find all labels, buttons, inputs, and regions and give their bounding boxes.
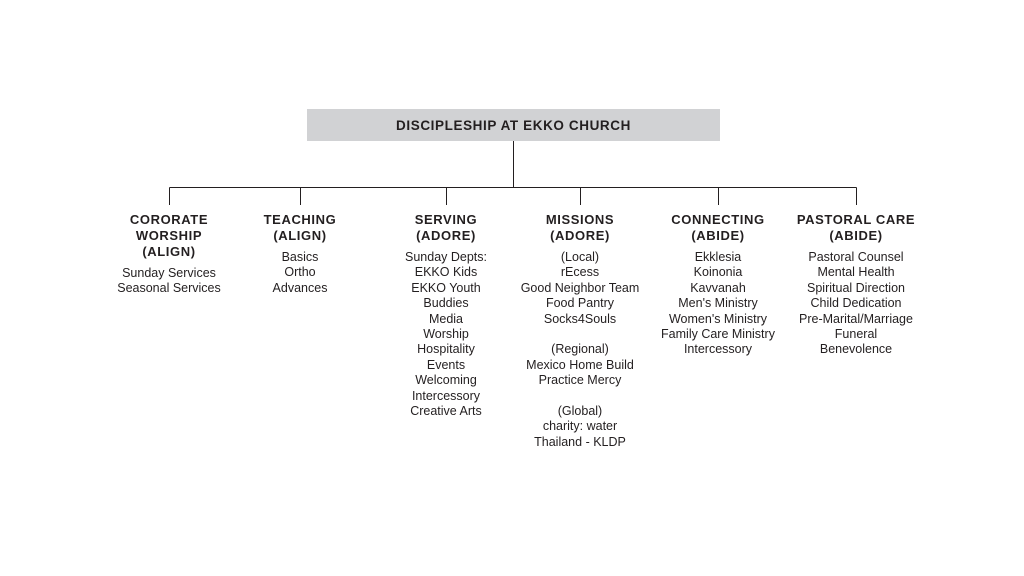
list-item: Spiritual Direction [807, 280, 905, 295]
column-pastoral-care [781, 212, 931, 358]
list-item: (Regional) [551, 342, 609, 357]
column-items [505, 250, 655, 450]
list-item: Family Care Ministry [661, 327, 775, 342]
list-item: Pre-Marital/Marriage [799, 311, 913, 326]
list-item: Kavvanah [690, 280, 746, 295]
list-item: Intercessory [683, 342, 753, 357]
list-item: charity: water [542, 419, 618, 434]
list-item: Hospitality [417, 342, 475, 357]
list-spacer [505, 327, 655, 342]
list-item: Practice Mercy [538, 373, 622, 388]
list-item: Benevolence [819, 342, 893, 357]
column-items [643, 250, 793, 358]
list-item: EKKO Youth [411, 280, 481, 295]
column-heading: CORORATE WORSHIP (ALIGN) [129, 212, 209, 259]
list-item: Welcoming [415, 373, 477, 388]
list-item: Good Neighbor Team [520, 280, 640, 295]
list-item: Mexico Home Build [526, 357, 634, 372]
list-spacer [505, 389, 655, 404]
column-corporate-worship [94, 212, 244, 297]
list-item: Food Pantry [545, 296, 615, 311]
list-item: Seasonal Services [117, 281, 221, 296]
column-heading: CONNECTING (ABIDE) [671, 212, 765, 243]
list-item: Men's Ministry [678, 296, 758, 311]
column-heading: MISSIONS (ADORE) [545, 212, 615, 243]
column-heading: TEACHING (ALIGN) [263, 212, 337, 243]
list-item: Intercessory [411, 388, 481, 403]
list-item: Pastoral Counsel [808, 250, 904, 264]
column-connecting [643, 212, 793, 358]
list-item: Worship [423, 327, 469, 342]
list-item: Funeral [834, 327, 878, 342]
list-item: (Local) [560, 250, 600, 264]
chart-title: DISCIPLESHIP AT EKKO CHURCH [307, 109, 720, 141]
list-item: Media [428, 311, 464, 326]
list-item: Ekklesia [694, 250, 742, 264]
column-heading: PASTORAL CARE (ABIDE) [796, 212, 916, 243]
list-item: Child Dedication [810, 296, 902, 311]
list-item: EKKO Kids [414, 265, 478, 280]
list-item: Sunday Services [122, 266, 216, 280]
column-missions [505, 212, 655, 450]
column-items [225, 250, 375, 296]
list-item: Mental Health [817, 265, 895, 280]
list-item: Thailand - KLDP [534, 434, 626, 449]
list-item: Ortho [284, 265, 316, 280]
list-item: (Global) [557, 404, 603, 419]
list-item: Creative Arts [410, 404, 482, 419]
list-item: Sunday Depts: [405, 250, 487, 264]
list-item: Events [426, 357, 466, 372]
list-item: Koinonia [693, 265, 743, 280]
column-items [371, 250, 521, 419]
list-item: rEcess [560, 265, 600, 280]
list-item: Women's Ministry [668, 311, 767, 326]
column-heading: SERVING (ADORE) [414, 212, 478, 243]
list-item: Buddies [423, 296, 469, 311]
column-items [94, 266, 244, 297]
list-item: Socks4Souls [543, 311, 617, 326]
list-item: Advances [272, 280, 328, 295]
column-items [781, 250, 931, 358]
column-serving [371, 212, 521, 419]
list-item: Basics [281, 250, 319, 264]
column-teaching [225, 212, 375, 296]
